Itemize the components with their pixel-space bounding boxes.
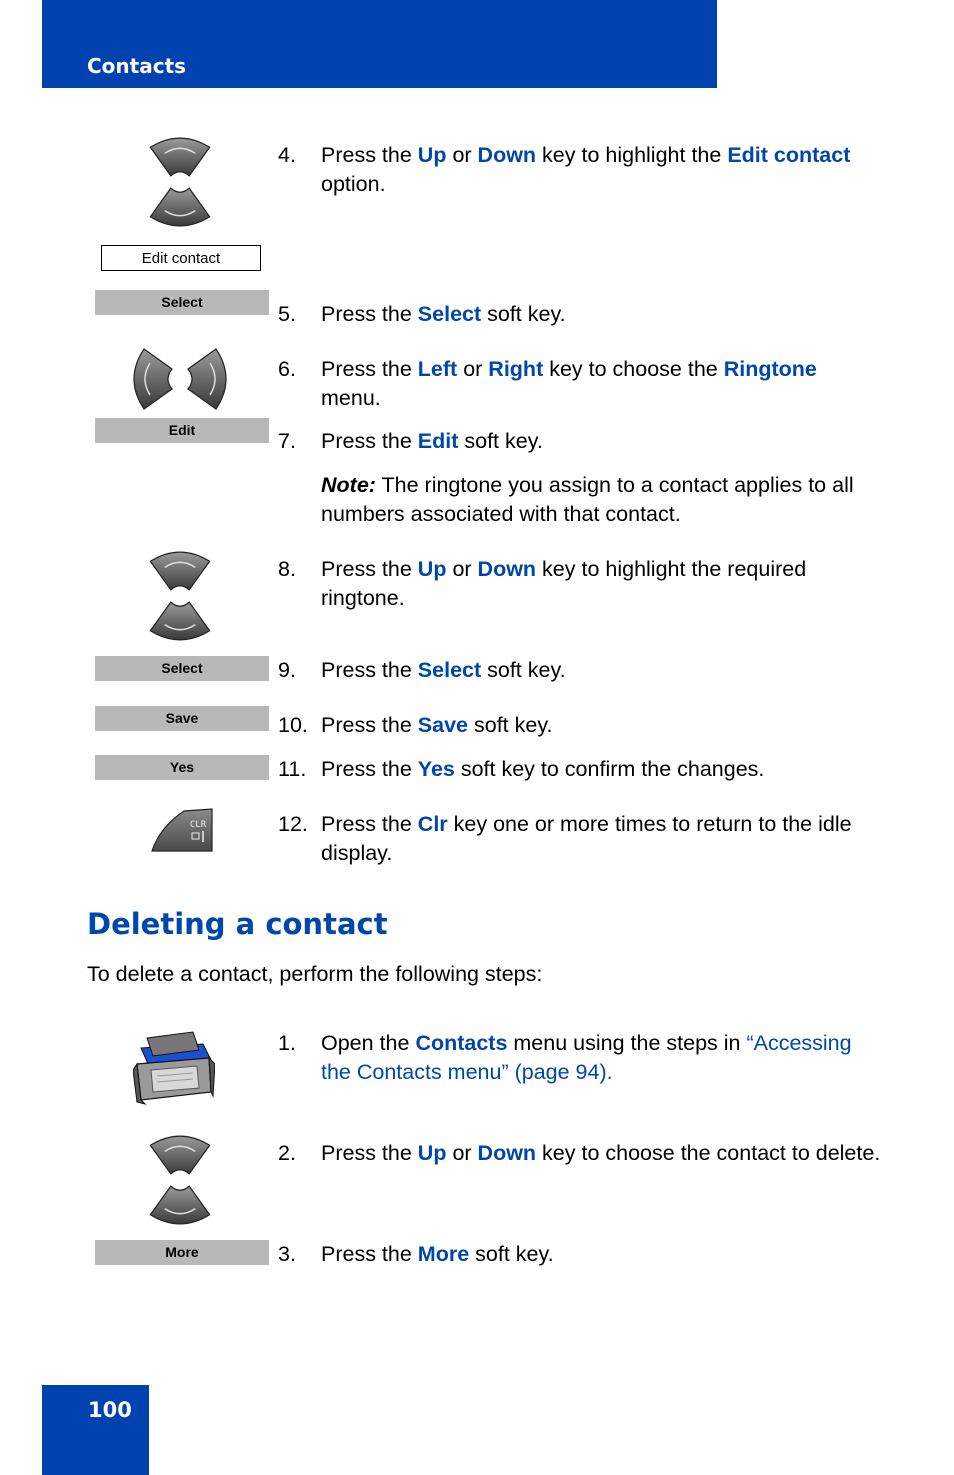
up-down-navigation-key-icon xyxy=(148,1131,212,1229)
softkey-yes: Yes xyxy=(95,755,269,780)
cross-reference-link[interactable]: “Accessing the Contacts menu” (page 94). xyxy=(321,1031,852,1084)
contacts-book-icon xyxy=(133,1030,215,1106)
left-right-navigation-key-icon xyxy=(130,347,230,411)
clr-key-label: CLR xyxy=(189,820,207,830)
display-edit-contact: Edit contact xyxy=(101,245,261,271)
note: Note: The ringtone you assign to a contact applies to all numbers associated with that contact. xyxy=(321,473,854,526)
softkey-select: Select xyxy=(95,290,269,315)
softkey-edit: Edit xyxy=(95,418,269,443)
softkey-select: Select xyxy=(95,656,269,681)
section-title: Deleting a contact xyxy=(87,907,388,941)
softkey-save: Save xyxy=(95,706,269,731)
section-intro: To delete a contact, perform the following steps: xyxy=(87,962,543,986)
up-down-navigation-key-icon xyxy=(148,547,212,645)
up-down-navigation-key-icon xyxy=(148,133,212,231)
softkey-more: More xyxy=(95,1240,269,1265)
running-header: Contacts xyxy=(87,54,187,78)
page-number: 100 xyxy=(88,1398,132,1422)
clear-key-icon xyxy=(150,807,214,853)
